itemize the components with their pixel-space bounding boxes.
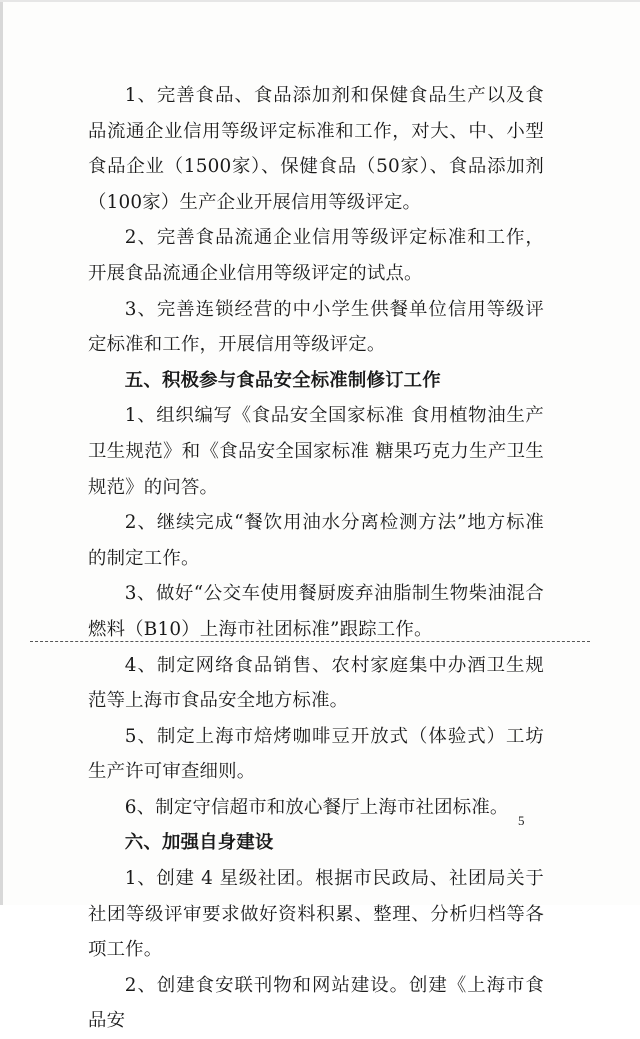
paragraph-b10-biodiesel: 3、做好“公交车使用餐厨废弃油脂制生物柴油混合燃料（B10）上海市社团标准”跟踪工作。 [88,583,544,640]
paragraph-trusted-supermarket: 6、制定守信超市和放心餐厅上海市社团标准。 [124,796,509,818]
scan-edge-top [0,0,640,2]
section-heading-standards: 五、积极参与食品安全标准制修订工作 [124,369,441,391]
paragraph-coffee-workshop: 5、制定上海市焙烤咖啡豆开放式（体验式）工坊生产许可审查细则。 [88,725,544,783]
document-body [88,78,544,1039]
paragraph-oil-water-method: 2、继续完成“餐饮用油水分离检测方法”地方标准的制定工作。 [88,512,544,569]
paragraph-credit-rating-circulation: 2、完善食品流通企业信用等级评定标准和工作，开展食品流通企业信用等级评定的试点。 [88,227,544,284]
scan-edge-left [0,0,3,905]
scan-artifact-line [30,641,590,642]
paragraph-credit-rating-production: 1、完善食品、食品添加剂和保健食品生产以及食品流通企业信用等级评定标准和工作，对大、中、小型食品企业（1500家）、保健食品（50家）、食品添加剂（100家）生产企业开展信用等级评定。 [88,85,544,213]
paragraph-publication-website: 2、创建食安联刊物和网站建设。创建《上海市食品安 [88,974,544,1032]
paragraph-credit-rating-school-meals: 3、完善连锁经营的中小学生供餐单位信用等级评定标准和工作，开展信用等级评定。 [88,298,544,356]
page-number: 5 [518,813,525,828]
section-heading-self-building: 六、加强自身建设 [124,832,274,854]
paragraph-standards-qa: 1、组织编写《食品安全国家标准 食用植物油生产卫生规范》和《食品安全国家标准 糖果巧克力生产卫生规范》的问答。 [88,405,544,498]
paragraph-four-star-association: 1、创建 4 星级社团。根据市民政局、社团局关于社团等级评审要求做好资料积累、整理、分析归档等各项工作。 [88,868,544,961]
paragraph-local-standards: 4、制定网络食品销售、农村家庭集中办酒卫生规范等上海市食品安全地方标准。 [88,654,544,712]
